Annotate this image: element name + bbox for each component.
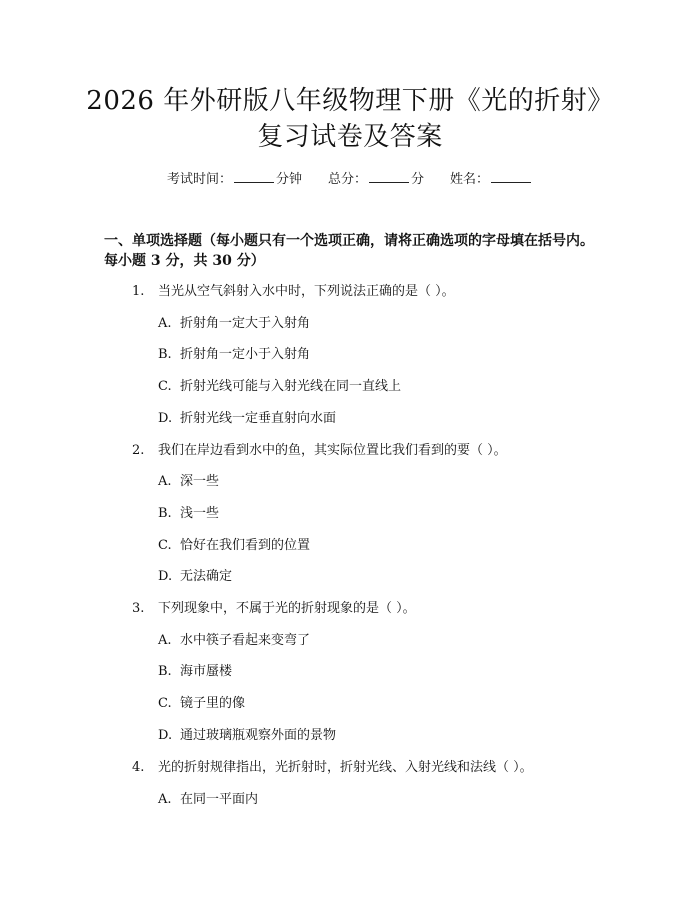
question-2-option-c <box>158 537 310 555</box>
option-letter: A. <box>158 633 172 648</box>
question-number: 3. <box>132 601 145 616</box>
option-text: 通过玻璃瓶观察外面的景物 <box>180 728 337 743</box>
name-blank <box>491 169 531 183</box>
option-letter: D. <box>158 411 173 426</box>
question-3-option-c <box>158 695 245 713</box>
exam-info-line <box>0 169 700 189</box>
question-2-option-d <box>158 568 232 586</box>
score-unit: 分 <box>411 172 425 187</box>
question-text: 下列现象中，不属于光的折射现象的是（ ）。 <box>158 601 416 616</box>
option-text: 浅一些 <box>180 506 220 521</box>
question-1-option-c <box>158 378 401 396</box>
option-letter: B. <box>158 506 172 521</box>
question-1-option-d <box>158 410 336 428</box>
option-text: 恰好在我们看到的位置 <box>180 538 311 553</box>
question-1 <box>132 283 455 301</box>
page-title-line-2: 复习试卷及答案 <box>257 122 443 152</box>
question-4 <box>132 759 533 777</box>
question-3-option-a <box>158 632 310 650</box>
option-text: 折射光线可能与入射光线在同一直线上 <box>180 379 402 394</box>
question-1-option-b <box>158 346 310 364</box>
option-text: 深一些 <box>180 474 220 489</box>
option-letter: D. <box>158 569 173 584</box>
option-text: 无法确定 <box>180 569 233 584</box>
option-letter: B. <box>158 347 172 362</box>
question-text: 我们在岸边看到水中的鱼，其实际位置比我们看到的要（ ）。 <box>158 443 507 458</box>
question-2 <box>132 442 507 460</box>
question-number: 4. <box>132 760 145 775</box>
question-1-option-a <box>158 315 310 333</box>
option-text: 折射角一定小于入射角 <box>180 347 311 362</box>
option-text: 水中筷子看起来变弯了 <box>180 633 311 648</box>
option-letter: A. <box>158 792 172 807</box>
option-letter: B. <box>158 664 172 679</box>
name-label: 姓名： <box>450 172 490 187</box>
time-unit: 分钟 <box>275 172 302 187</box>
section-heading-line-2: 每小题 3 分，共 30 分） <box>104 253 265 269</box>
question-3-option-d <box>158 727 336 745</box>
option-letter: C. <box>158 696 172 711</box>
score-blank <box>369 169 409 183</box>
question-number: 2. <box>132 443 145 458</box>
option-text: 折射光线一定垂直射向水面 <box>180 411 337 426</box>
page-title-line-1: 2026 年外研版八年级物理下册《光的折射》 <box>86 86 614 116</box>
question-text: 光的折射规律指出，光折射时，折射光线、入射光线和法线（ ）。 <box>158 760 533 775</box>
time-blank <box>234 169 274 183</box>
option-letter: C. <box>158 379 172 394</box>
section-heading <box>104 231 624 271</box>
question-4-option-a <box>158 791 258 809</box>
option-text: 镜子里的像 <box>180 696 246 711</box>
question-number: 1. <box>132 284 145 299</box>
option-letter: A. <box>158 316 172 331</box>
question-2-option-a <box>158 473 219 491</box>
question-3 <box>132 600 416 618</box>
option-text: 折射角一定大于入射角 <box>180 316 311 331</box>
time-label: 考试时间： <box>166 172 232 187</box>
option-letter: D. <box>158 728 173 743</box>
score-label: 总分： <box>327 172 367 187</box>
question-text: 当光从空气斜射入水中时，下列说法正确的是（ ）。 <box>158 284 455 299</box>
option-letter: A. <box>158 474 172 489</box>
option-letter: C. <box>158 538 172 553</box>
question-2-option-b <box>158 505 219 523</box>
option-text: 在同一平面内 <box>180 792 259 807</box>
question-3-option-b <box>158 663 232 681</box>
option-text: 海市蜃楼 <box>180 664 233 679</box>
section-heading-line-1: 一、单项选择题（每小题只有一个选项正确，请将正确选项的字母填在括号内。 <box>104 233 594 249</box>
